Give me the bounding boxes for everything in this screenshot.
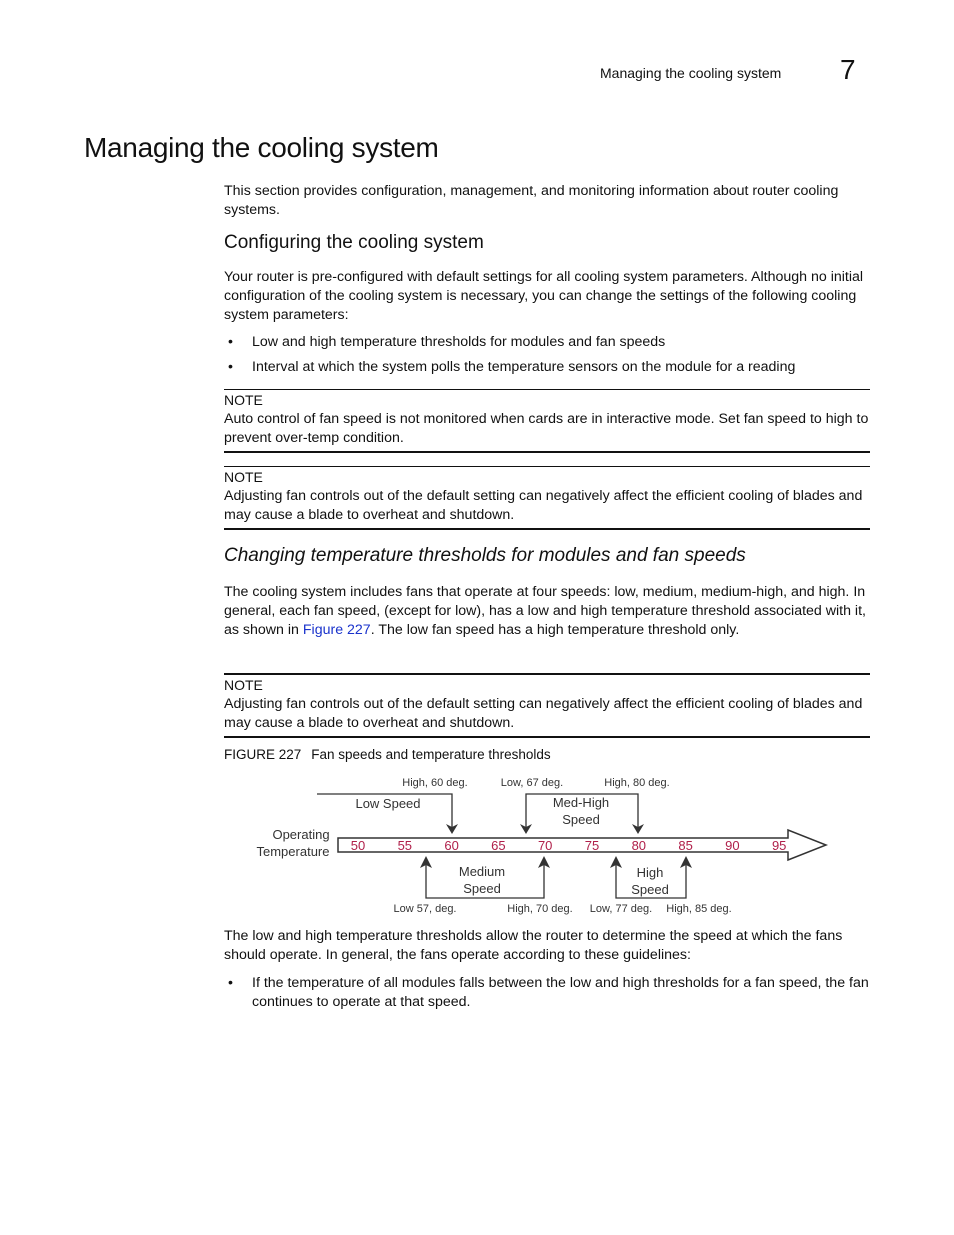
threshold-label-high-80: High, 80 deg. — [604, 777, 670, 789]
axis-tick-label: 55 — [397, 838, 413, 853]
running-header-title: Managing the cooling system — [600, 65, 782, 81]
threshold-label-high-85: High, 85 deg. — [666, 903, 732, 915]
threshold-label-low-67: Low, 67 deg. — [500, 777, 564, 789]
figure-label: FIGURE 227 — [224, 747, 302, 762]
list-item — [228, 333, 872, 352]
changing-text-2: . The low fan speed has a high temperature threshold only. — [370, 621, 740, 638]
axis-tick-label: 75 — [584, 838, 600, 853]
medhigh-speed-label-1: Med-High — [552, 795, 610, 810]
axis-tick-label: 90 — [725, 838, 740, 853]
threshold-label-high-60: High, 60 deg. — [402, 777, 468, 789]
axis-tick-label: 70 — [537, 838, 553, 853]
changing-paragraph — [224, 583, 874, 639]
medhigh-speed-label-2: Speed — [562, 812, 600, 827]
note-bottom-rule — [224, 528, 870, 530]
subsection-heading-changing: Changing temperature thresholds for modules and fan speeds — [224, 545, 746, 566]
list-item — [228, 358, 872, 377]
note-bottom-rule — [224, 451, 870, 453]
axis-tick-label: 65 — [491, 838, 506, 853]
after-figure-paragraph: The low and high temperature thresholds allow the router to determine the speed at which the fans should operate. In general, the fans operate according to these guidelines: — [224, 928, 843, 963]
list-item-text: Interval at which the system polls the temperature sensors on the module for a reading — [252, 359, 796, 375]
axis-label-line1: Operating — [272, 827, 330, 842]
axis-tick-label: 95 — [771, 838, 787, 853]
bullet-icon: • — [228, 975, 233, 991]
list-item — [228, 974, 872, 1012]
bullet-icon: • — [228, 334, 233, 350]
high-speed-label-2: Speed — [631, 882, 669, 897]
intro-paragraph: This section provides configuration, management, and monitoring information about router cooling systems. — [224, 183, 839, 218]
note-label: NOTE — [224, 469, 263, 485]
chapter-number: 7 — [840, 54, 856, 85]
threshold-label-high-70: High, 70 deg. — [507, 903, 573, 915]
figure-caption — [224, 747, 551, 762]
figure-caption-text: Fan speeds and temperature thresholds — [311, 747, 551, 762]
threshold-label-low-57: Low 57, deg. — [393, 903, 457, 915]
note-label: NOTE — [224, 677, 263, 693]
configuring-paragraph: Your router is pre-configured with default settings for all cooling system parameters. Although no initial configuration of the cooling system is necessary, you can change the settings of the following cooling system parameters: — [224, 269, 864, 323]
medium-speed-label-1: Medium — [458, 864, 506, 879]
note-text: Auto control of fan speed is not monitored when cards are in interactive mode. Set fan speed to high to prevent over-temp condition. — [224, 411, 869, 446]
axis-tick-label: 85 — [678, 838, 693, 853]
fan-speed-diagram — [240, 768, 840, 920]
threshold-label-low-77: Low, 77 deg. — [589, 903, 653, 915]
medium-speed-label-2: Speed — [463, 881, 501, 896]
note-label: NOTE — [224, 392, 263, 408]
note-text: Adjusting fan controls out of the default setting can negatively affect the efficient cooling of blades and may cause a blade to overheat and shutdown. — [224, 488, 863, 523]
note-bottom-rule — [224, 736, 870, 738]
high-speed-label-1: High — [636, 865, 664, 880]
note-top-rule — [224, 389, 870, 390]
bullet-icon: • — [228, 359, 233, 375]
section-heading-configuring: Configuring the cooling system — [224, 232, 484, 253]
figure-link[interactable]: Figure 227 — [302, 621, 371, 638]
changing-text-1: The cooling system includes fans that operate at four speeds: low, medium, medium-high, and high. In general, each fan speed, (except for low), has a low and high temperature threshold associated with it, as shown in — [224, 584, 866, 638]
note-top-rule — [224, 673, 870, 675]
axis-tick-label: 60 — [444, 838, 459, 853]
low-speed-label: Low Speed — [355, 796, 421, 811]
axis-tick-label: 50 — [350, 838, 366, 853]
axis-label-line2: Temperature — [256, 844, 330, 859]
page-title: Managing the cooling system — [84, 132, 439, 163]
axis-tick-label: 80 — [631, 838, 647, 853]
list-item-text: Low and high temperature thresholds for modules and fan speeds — [252, 334, 666, 350]
list-item-text: If the temperature of all modules falls between the low and high thresholds for a fan speed, the fan continues to operate at that speed. — [252, 975, 869, 1010]
note-top-rule — [224, 466, 870, 467]
note-text: Adjusting fan controls out of the default setting can negatively affect the efficient cooling of blades and may cause a blade to overheat and shutdown. — [224, 696, 863, 731]
